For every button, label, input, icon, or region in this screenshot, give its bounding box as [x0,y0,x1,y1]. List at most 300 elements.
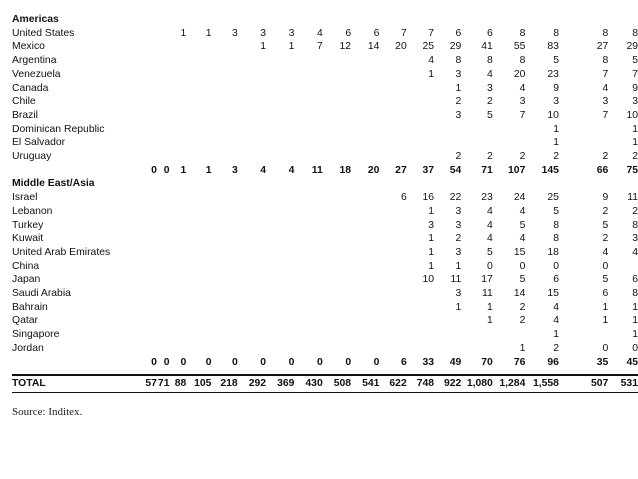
subtotal-cell: 0 [260,356,267,368]
table-cell: 0 [553,260,559,272]
table-cell: 0 [632,342,638,354]
table-cell: 15 [547,288,559,300]
table-cell [169,219,186,233]
table-cell: 4 [553,301,559,313]
table-cell [157,205,170,219]
table-cell: 11 [450,274,462,286]
table-cell [169,287,186,301]
section-title: Americas [12,14,59,25]
table-cell [461,328,493,342]
table-cell [186,219,211,233]
table-cell [211,342,237,356]
table-cell [294,150,322,164]
table-cell [351,109,379,123]
source-note: Source: Inditex. [12,406,83,418]
table-cell [351,82,379,96]
table-cell: 4 [316,27,323,39]
table-cell: 23 [547,68,559,80]
table-cell [323,123,351,137]
table-cell [211,40,237,54]
subtotal-cell: 33 [422,356,435,368]
table-cell [144,109,157,123]
table-cell [379,260,406,274]
table-cell [294,232,322,246]
table-cell: 4 [519,233,526,245]
table-cell [351,205,379,219]
table-cell: 3 [519,96,526,108]
table-cell: 3 [455,246,462,258]
table-cell: 18 [547,246,559,258]
total-cell: 622 [379,375,406,393]
table-cell: 3 [632,233,638,245]
table-cell [351,219,379,233]
subtotal-cell: 0 [316,356,323,368]
table-cell: 20 [513,68,526,80]
table-cell: 14 [513,288,526,300]
subtotal-cell: 0 [231,356,238,368]
table-cell [351,54,379,68]
table-cell: 8 [455,55,462,67]
table-cell [434,123,461,137]
table-cell: 1 [553,137,559,149]
table-cell: 8 [487,55,493,67]
table-cell: 3 [553,96,559,108]
subtotal-cell: 71 [481,164,493,176]
table-cell [186,246,211,260]
table-row [12,314,638,328]
country-label: China [12,260,40,272]
subtotal-cell: 1 [180,164,187,176]
table-cell [294,342,322,356]
table-cell: 2 [602,233,609,245]
table-row [12,273,638,287]
table-cell [186,54,211,68]
table-cell: 1 [553,123,559,135]
table-cell [461,136,493,150]
table-cell [266,342,294,356]
table-cell [323,328,351,342]
table-cell: 1 [632,137,638,149]
table-cell [211,123,237,137]
table-cell [238,219,266,233]
subtotal-cell: 96 [547,356,559,368]
table-cell [211,301,237,315]
table-cell: 1 [260,41,267,53]
table-cell [379,314,406,328]
table-cell: 41 [481,41,493,53]
total-cell: 430 [294,375,322,393]
table-cell [186,205,211,219]
country-label: Argentina [12,55,57,67]
country-label: Bahrain [12,301,48,313]
table-cell: 2 [455,233,462,245]
table-cell: 3 [487,82,493,94]
table-cell [169,273,186,287]
table-cell [144,136,157,150]
subtotal-cell: 70 [481,356,493,368]
subtotal-cell: 75 [626,164,638,176]
table-cell [157,95,170,109]
table-cell [186,150,211,164]
table-cell: 2 [519,151,526,163]
table-cell [323,260,351,274]
table-row [12,205,638,219]
table-cell: 8 [632,288,638,300]
table-cell [323,82,351,96]
total-cell: 748 [407,375,434,393]
table-cell [379,246,406,260]
table-row [12,191,638,205]
table-cell [323,232,351,246]
table-cell [461,123,493,137]
table-cell: 8 [632,219,638,231]
table-cell [238,246,266,260]
table-cell [211,260,237,274]
table-cell [186,301,211,315]
subtotal-cell: 4 [260,164,267,176]
data-table [12,13,638,393]
table-cell: 2 [519,315,526,327]
table-cell: 2 [602,151,609,163]
table-cell [323,205,351,219]
table-cell [351,150,379,164]
subtotal-label [12,356,144,370]
subtotal-cell: 0 [151,164,157,176]
table-cell: 8 [553,27,559,39]
table-cell: 1 [632,301,638,313]
table-cell [211,205,237,219]
table-cell [157,54,170,68]
table-cell: 15 [513,246,526,258]
table-row [12,287,638,301]
subtotal-cell: 11 [311,164,323,176]
table-cell: 5 [487,109,493,121]
table-cell: 7 [428,27,435,39]
table-cell: 2 [602,205,609,217]
table-cell [157,150,170,164]
table-cell: 24 [513,192,526,204]
table-cell: 6 [373,27,380,39]
country-label: Chile [12,96,36,108]
table-cell [169,205,186,219]
table-cell [169,54,186,68]
table-cell: 22 [449,192,462,204]
table-cell: 5 [487,246,493,258]
table-row [12,123,638,137]
table-cell [157,27,170,41]
table-cell: 8 [632,27,638,39]
table-row [12,150,638,164]
table-cell: 4 [487,205,493,217]
table-cell [157,232,170,246]
table-cell [351,273,379,287]
total-cell: 541 [351,375,379,393]
table-cell [186,95,211,109]
table-cell [186,109,211,123]
table-cell: 29 [449,41,462,53]
table-cell [238,342,266,356]
subtotal-cell: 76 [513,356,526,368]
table-cell [144,205,157,219]
table-cell [186,40,211,54]
table-cell: 3 [455,68,462,80]
table-cell: 2 [553,151,559,163]
table-row [12,27,638,41]
table-cell: 3 [455,205,462,217]
table-cell [379,136,406,150]
table-cell [323,342,351,356]
table-cell [379,219,406,233]
country-label: Canada [12,82,49,94]
subtotal-cell: 0 [180,356,187,368]
table-row [12,232,638,246]
table-cell: 1 [519,342,526,354]
table-cell [169,68,186,82]
country-label: Japan [12,274,41,286]
table-cell [266,191,294,205]
table-cell [157,260,170,274]
table-cell: 5 [632,55,638,67]
table-cell: 0 [487,260,493,272]
country-label: Kuwait [12,233,44,245]
table-cell: 4 [602,82,609,94]
table-cell [238,328,266,342]
table-cell [294,54,322,68]
subtotal-cell: 18 [339,164,352,176]
table-cell [238,123,266,137]
country-label: Dominican Republic [12,123,105,135]
table-cell [157,328,170,342]
table-cell [144,260,157,274]
subtotal-cell: 66 [596,164,609,176]
table-cell: 10 [547,109,559,121]
subtotal-cell: 0 [163,164,170,176]
table-cell [608,260,638,274]
table-cell [169,246,186,260]
total-cell: 369 [266,375,294,393]
table-cell: 4 [632,246,638,258]
table-cell [211,150,237,164]
subtotal-cell: 0 [373,356,380,368]
table-cell: 25 [422,41,435,53]
table-cell [379,232,406,246]
total-cell: 105 [186,375,211,393]
table-cell [434,328,461,342]
table-cell [157,123,170,137]
table-cell [211,136,237,150]
table-cell: 3 [632,96,638,108]
total-cell: 1,558 [525,375,559,393]
table-cell [238,232,266,246]
table-cell [186,191,211,205]
subtotal-cell: 0 [288,356,295,368]
table-cell [266,301,294,315]
table-cell [211,82,237,96]
table-row [12,328,638,342]
table-cell [294,219,322,233]
table-cell: 5 [602,274,609,286]
table-cell [294,95,322,109]
table-cell [169,123,186,137]
subtotal-cell: 20 [367,164,380,176]
table-cell [379,301,406,315]
table-cell: 0 [602,260,609,272]
table-cell [266,150,294,164]
table-cell [294,246,322,260]
table-cell [351,136,379,150]
table-cell [186,82,211,96]
table-row [12,342,638,356]
table-cell: 6 [553,274,559,286]
table-cell [323,95,351,109]
table-cell: 2 [487,96,493,108]
table-cell: 16 [422,192,435,204]
table-cell: 6 [487,27,493,39]
country-label: Qatar [12,315,38,327]
table-cell: 1 [455,301,462,313]
table-cell: 3 [455,288,462,300]
table-cell [211,219,237,233]
table-cell: 23 [481,192,493,204]
subtotal-cell: 54 [449,164,462,176]
table-cell [379,328,406,342]
table-cell: 1 [602,315,609,327]
table-cell [493,123,526,137]
subtotal-cell: 145 [541,164,559,176]
table-cell [266,82,294,96]
table-cell [323,314,351,328]
table-cell [294,68,322,82]
table-cell [186,136,211,150]
table-cell: 2 [632,151,638,163]
table-cell: 1 [288,41,295,53]
table-cell [323,191,351,205]
table-cell [407,123,434,137]
table-cell [351,95,379,109]
table-cell [266,54,294,68]
table-cell [144,301,157,315]
table-cell [379,273,406,287]
table-cell: 4 [487,68,493,80]
table-cell [186,260,211,274]
table-cell [407,95,434,109]
table-cell [238,82,266,96]
table-cell: 6 [632,274,638,286]
table-row [12,136,638,150]
table-cell [323,273,351,287]
table-row [12,40,638,54]
table-cell [169,191,186,205]
section-title: Middle East/Asia [12,178,95,190]
table-cell [294,328,322,342]
subtotal-cell: 3 [231,164,238,176]
table-cell: 5 [553,205,559,217]
table-cell: 4 [602,246,609,258]
table-cell [294,301,322,315]
country-label: Venezuela [12,68,61,80]
total-cell: 1,284 [493,375,526,393]
table-cell [323,68,351,82]
table-cell: 3 [288,27,295,39]
table-cell [294,314,322,328]
table-cell [266,68,294,82]
table-cell [157,219,170,233]
total-cell: 292 [238,375,266,393]
table-cell [238,150,266,164]
table-cell [186,232,211,246]
table-cell [238,287,266,301]
total-cell: 88 [169,375,186,393]
table-cell [238,314,266,328]
table-cell [186,287,211,301]
table-cell [379,150,406,164]
table-cell [144,27,157,41]
table-cell: 4 [487,219,493,231]
table-cell [186,314,211,328]
table-cell [294,82,322,96]
table-cell [157,342,170,356]
table-cell: 4 [519,205,526,217]
table-cell: 6 [602,288,609,300]
table-cell: 1 [205,27,212,39]
table-cell: 11 [482,288,493,300]
table-cell: 83 [547,41,559,53]
table-cell [294,136,322,150]
table-cell [379,205,406,219]
table-cell [461,342,493,356]
total-cell: 508 [323,375,351,393]
table-cell: 1 [428,233,435,245]
table-row [12,54,638,68]
table-cell: 0 [519,260,526,272]
table-cell: 7 [632,68,638,80]
table-cell [351,191,379,205]
total-cell: 531 [608,375,638,393]
table-cell: 1 [180,27,187,39]
table-cell [144,54,157,68]
total-cell: 507 [559,375,608,393]
table-cell: 0 [602,342,609,354]
table-cell [144,287,157,301]
table-cell [169,232,186,246]
table-cell [144,150,157,164]
table-cell [434,342,461,356]
table-cell [169,136,186,150]
subtotal-cell: 27 [395,164,407,176]
total-cell: 71 [157,375,170,393]
table-cell: 8 [519,27,526,39]
subtotal-cell: 45 [626,356,638,368]
table-cell [493,136,526,150]
table-cell [294,273,322,287]
table-cell: 17 [481,274,493,286]
table-cell: 1 [632,315,638,327]
table-cell [144,219,157,233]
table-cell: 55 [513,41,526,53]
table-cell [407,150,434,164]
table-cell: 3 [602,96,609,108]
table-row [12,68,638,82]
country-label: Israel [12,192,38,204]
table-cell [351,301,379,315]
table-cell [379,82,406,96]
table-cell [407,287,434,301]
table-cell [266,136,294,150]
table-cell: 8 [553,219,559,231]
country-label: United Arab Emirates [12,246,111,258]
table-cell: 1 [428,246,435,258]
table-cell [144,328,157,342]
